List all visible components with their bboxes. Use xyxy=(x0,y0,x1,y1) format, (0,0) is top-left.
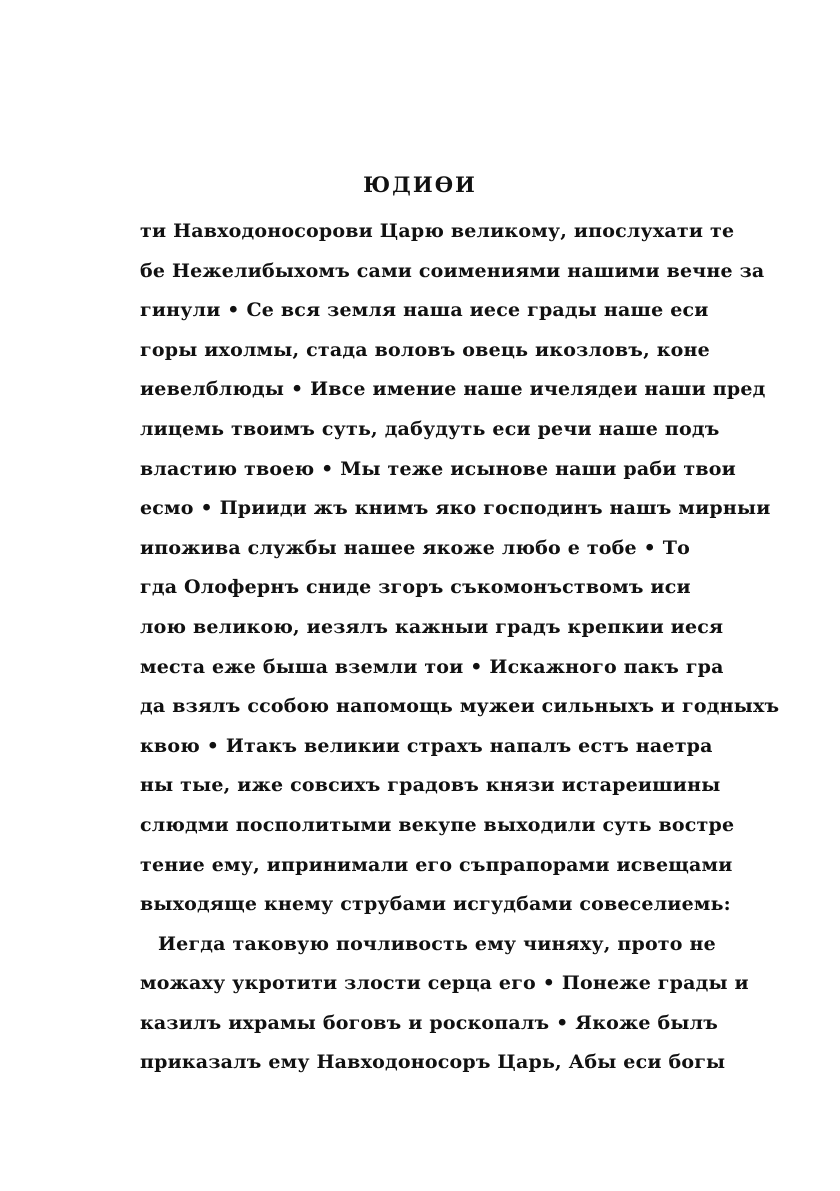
text-line: тение ему, ипринимали его съпрапорами исвещами xyxy=(140,853,733,876)
text-line: властию твоею • Мы теже исынове наши раби твои xyxy=(140,457,736,480)
text-line: квою • Итакъ великии страхъ напалъ естъ наетра xyxy=(140,734,713,757)
text-line: бе Нежелибыхомъ сами соимениями нашими вечне за xyxy=(140,259,765,282)
text-block xyxy=(140,212,780,1083)
text-line: гда Олофернъ сниде згоръ съкомонъствомъ иси xyxy=(140,576,691,599)
text-line: иевелблюды • Ивсе имение наше ичелядеи наши пред xyxy=(140,378,766,401)
running-head: ЮДИѲИ xyxy=(363,172,477,197)
text-line: ти Навходоносорови Царю великому, ипослухати те xyxy=(140,220,735,242)
text-line: Иегда таковую почливость ему чиняху, прото не xyxy=(158,932,716,955)
text-line: места еже быша вземли тои • Искажного пакъ гра xyxy=(140,655,724,678)
text-line: ны тые, иже совсихъ градовъ князи истареишины xyxy=(140,774,721,797)
text-line: приказалъ ему Навходоносоръ Царь, Абы еси богы xyxy=(140,1051,726,1074)
text-line: гинули • Се вся земля наша иесе грады наше еси xyxy=(140,299,709,322)
text-line: да взялъ ссобою напомощь мужеи сильныхъ и годныхъ xyxy=(140,695,780,718)
text-line: есмо • Прииди жъ книмъ яко господинъ нашъ мирныи xyxy=(140,497,771,520)
text-line: лою великою, иезялъ кажныи градъ крепкии иеся xyxy=(140,615,724,638)
text-line: горы ихолмы, стада воловъ овець икозловъ, коне xyxy=(140,338,710,361)
text-line: можаху укротити злости серца его • Понеже грады и xyxy=(140,972,749,995)
text-line: казилъ ихрамы боговъ и роскопалъ • Якоже былъ xyxy=(140,1011,718,1034)
text-line: выходяще кнему струбами исгудбами совеселиемь: xyxy=(140,893,731,916)
text-line: лицемь твоимъ суть, дабудуть еси речи наше подъ xyxy=(140,417,720,440)
text-line: слюдми посполитыми векупе выходили суть востре xyxy=(140,813,735,836)
text-line: ипожива службы нашее якоже любо е тобе • То xyxy=(140,536,691,559)
